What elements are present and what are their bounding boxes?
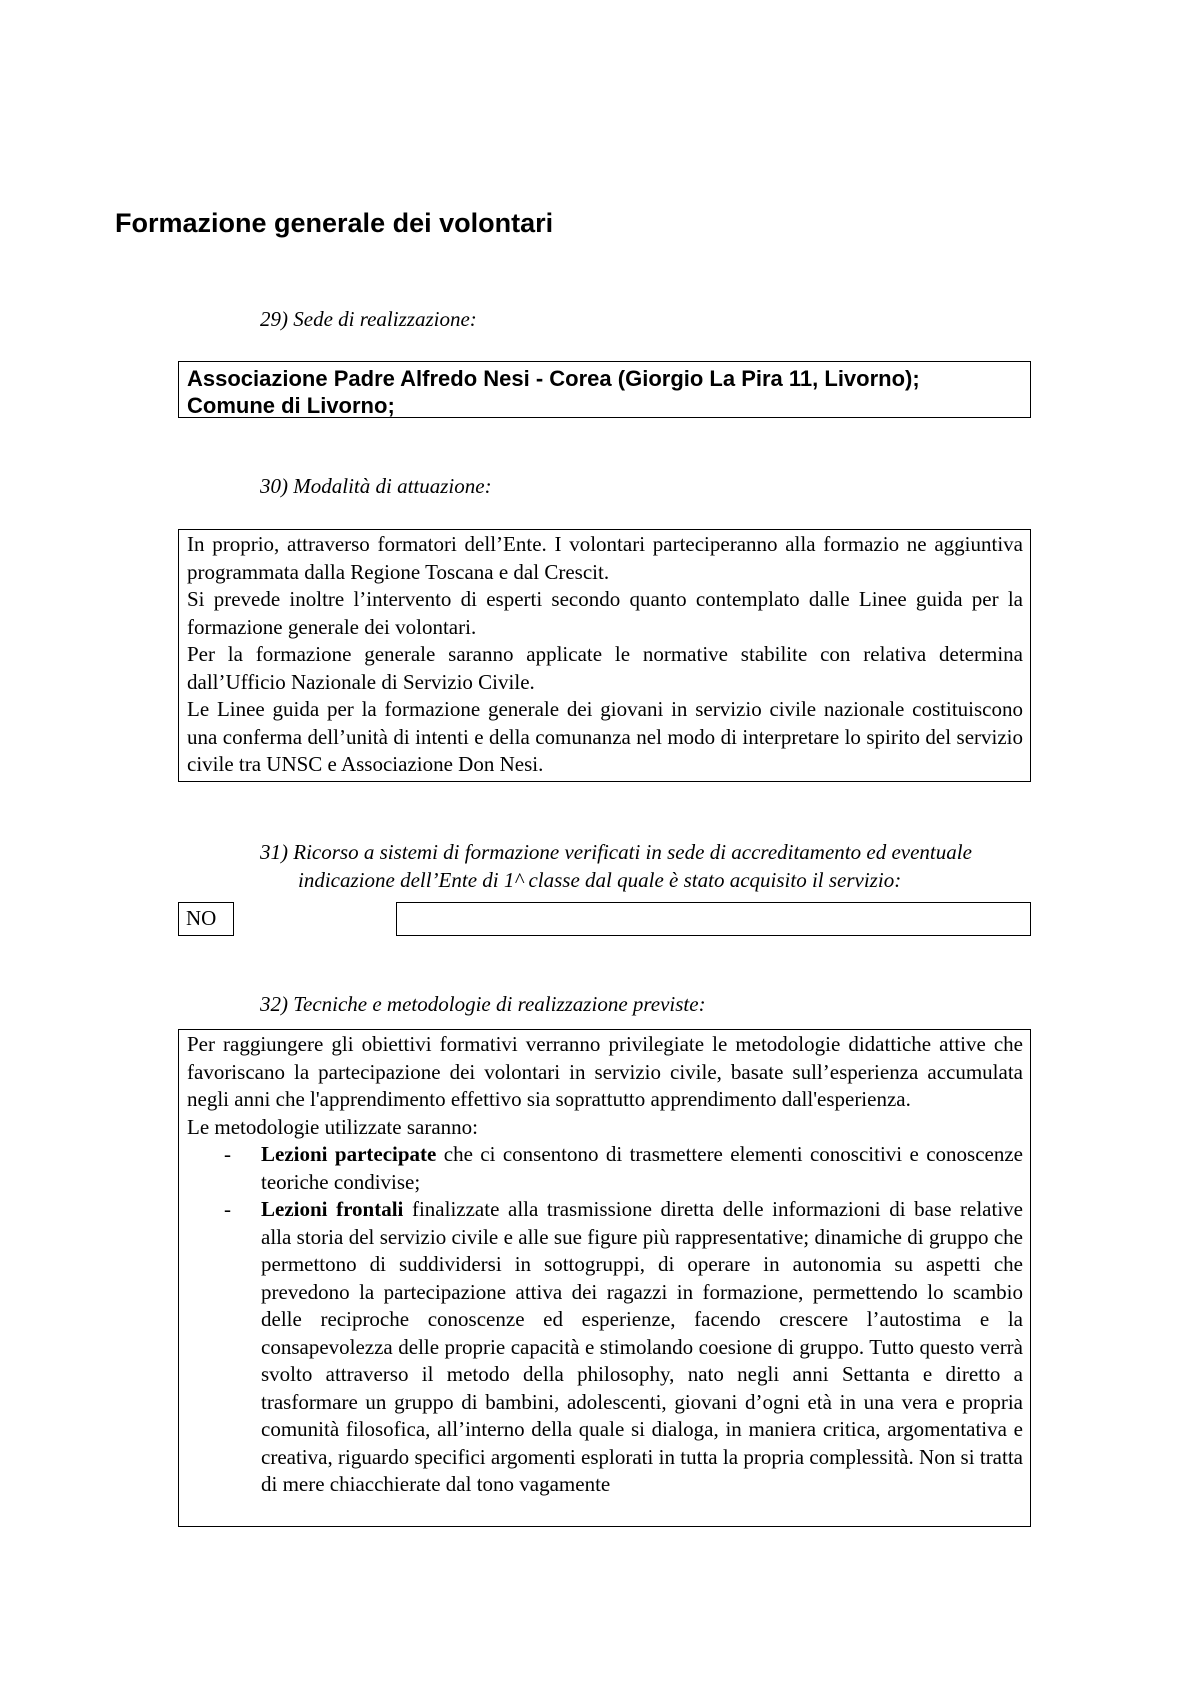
modalita-paragraph: In proprio, attraverso formatori dell’Ente. I volontari parteciperanno alla formazio ne aggiuntiva programmata dalla Regione Toscana e dal Crescit.	[187, 532, 1023, 584]
modalita-paragraph: Per la formazione generale saranno applicate le normative stabilite con relativa determina dall’Ufficio Nazionale di Servizio Civile.	[187, 642, 1023, 694]
method-name: Lezioni frontali	[261, 1197, 404, 1221]
question-30-label: 30) Modalità di attuazione:	[260, 474, 492, 498]
method-description: finalizzate alla trasmissione diretta delle informazioni di base relative alla storia del servizio civile e alle sue figure più rappresentative; dinamiche di gruppo che permettono di suddividersi in sottogruppi, di operare in autonomia su aspetti che prevedono la partecipazione attiva dei ragazzi in formazione, permettendo lo scambio delle reciproche conoscenze ed esperienze, facendo crescere l’autostima e la consapevolezza delle proprie capacità e stimolando coesione di gruppo. Tutto questo verrà svolto attraverso il metodo della philosophy, nato negli anni Settanta e diretto a trasformare un gruppo di bambini, adolescenti, giovani d’ogni età in una vera e propria comunità filosofica, all’interno della quale si dialoga, in maniera critica, argomentativa e creativa, riguardo specifici argomenti esplorati in tutta la propria complessità. Non si tratta di mere chiacchierate dal tono vagamente	[261, 1197, 1023, 1496]
question-32-label: 32) Tecniche e metodologie di realizzazione previste:	[260, 992, 706, 1016]
question-31-line-2: indicazione dell’Ente di 1^ classe dal quale è stato acquisito il servizio:	[298, 868, 902, 892]
tecniche-intro: Per raggiungere gli obiettivi formativi verranno privilegiate le metodologie didattiche attive che favoriscano la partecipazione dei volontari in servizio civile, basate sull’esperienza accumulata negli anni che l'apprendimento effettivo sia soprattutto apprendimento dall'esperienza.	[187, 1032, 1023, 1111]
ente-classe-box	[396, 902, 1031, 936]
dash-marker: -	[224, 1142, 231, 1166]
accreditamento-answer: NO	[186, 906, 217, 930]
list-item	[187, 1196, 1023, 1499]
dash-marker: -	[224, 1197, 231, 1221]
method-name: Lezioni partecipate	[261, 1142, 437, 1166]
page-title: Formazione generale dei volontari	[115, 208, 554, 238]
question-31-line-1: 31) Ricorso a sistemi di formazione verificati in sede di accreditamento ed eventuale	[260, 840, 972, 864]
modalita-attuazione-box	[178, 529, 1031, 782]
metodologie-list	[187, 1141, 1023, 1499]
sede-line-1: Associazione Padre Alfredo Nesi - Corea (Giorgio La Pira 11, Livorno);	[187, 366, 920, 391]
list-item	[187, 1141, 1023, 1196]
tecniche-metodologie-box	[178, 1029, 1031, 1527]
question-29-label: 29) Sede di realizzazione:	[260, 307, 477, 331]
sede-realizzazione-box	[178, 361, 1031, 418]
method-description: che ci consentono di trasmettere elementi conoscitivi e conoscenze teoriche condivise;	[261, 1142, 1023, 1194]
modalita-paragraph: Le Linee guida per la formazione generale dei giovani in servizio civile nazionale costituiscono una conferma dell’unità di intenti e della comunanza nel modo di interpretare lo spirito del servizio civile tra UNSC e Associazione Don Nesi.	[187, 697, 1023, 776]
sede-line-2: Comune di Livorno;	[187, 393, 395, 418]
accreditamento-answer-box	[178, 902, 234, 936]
question-31-label	[260, 838, 972, 894]
modalita-paragraph: Si prevede inoltre l’intervento di esperti secondo quanto contemplato dalle Linee guida per la formazione generale dei volontari.	[187, 587, 1023, 639]
metodologie-intro: Le metodologie utilizzate saranno:	[187, 1114, 478, 1139]
